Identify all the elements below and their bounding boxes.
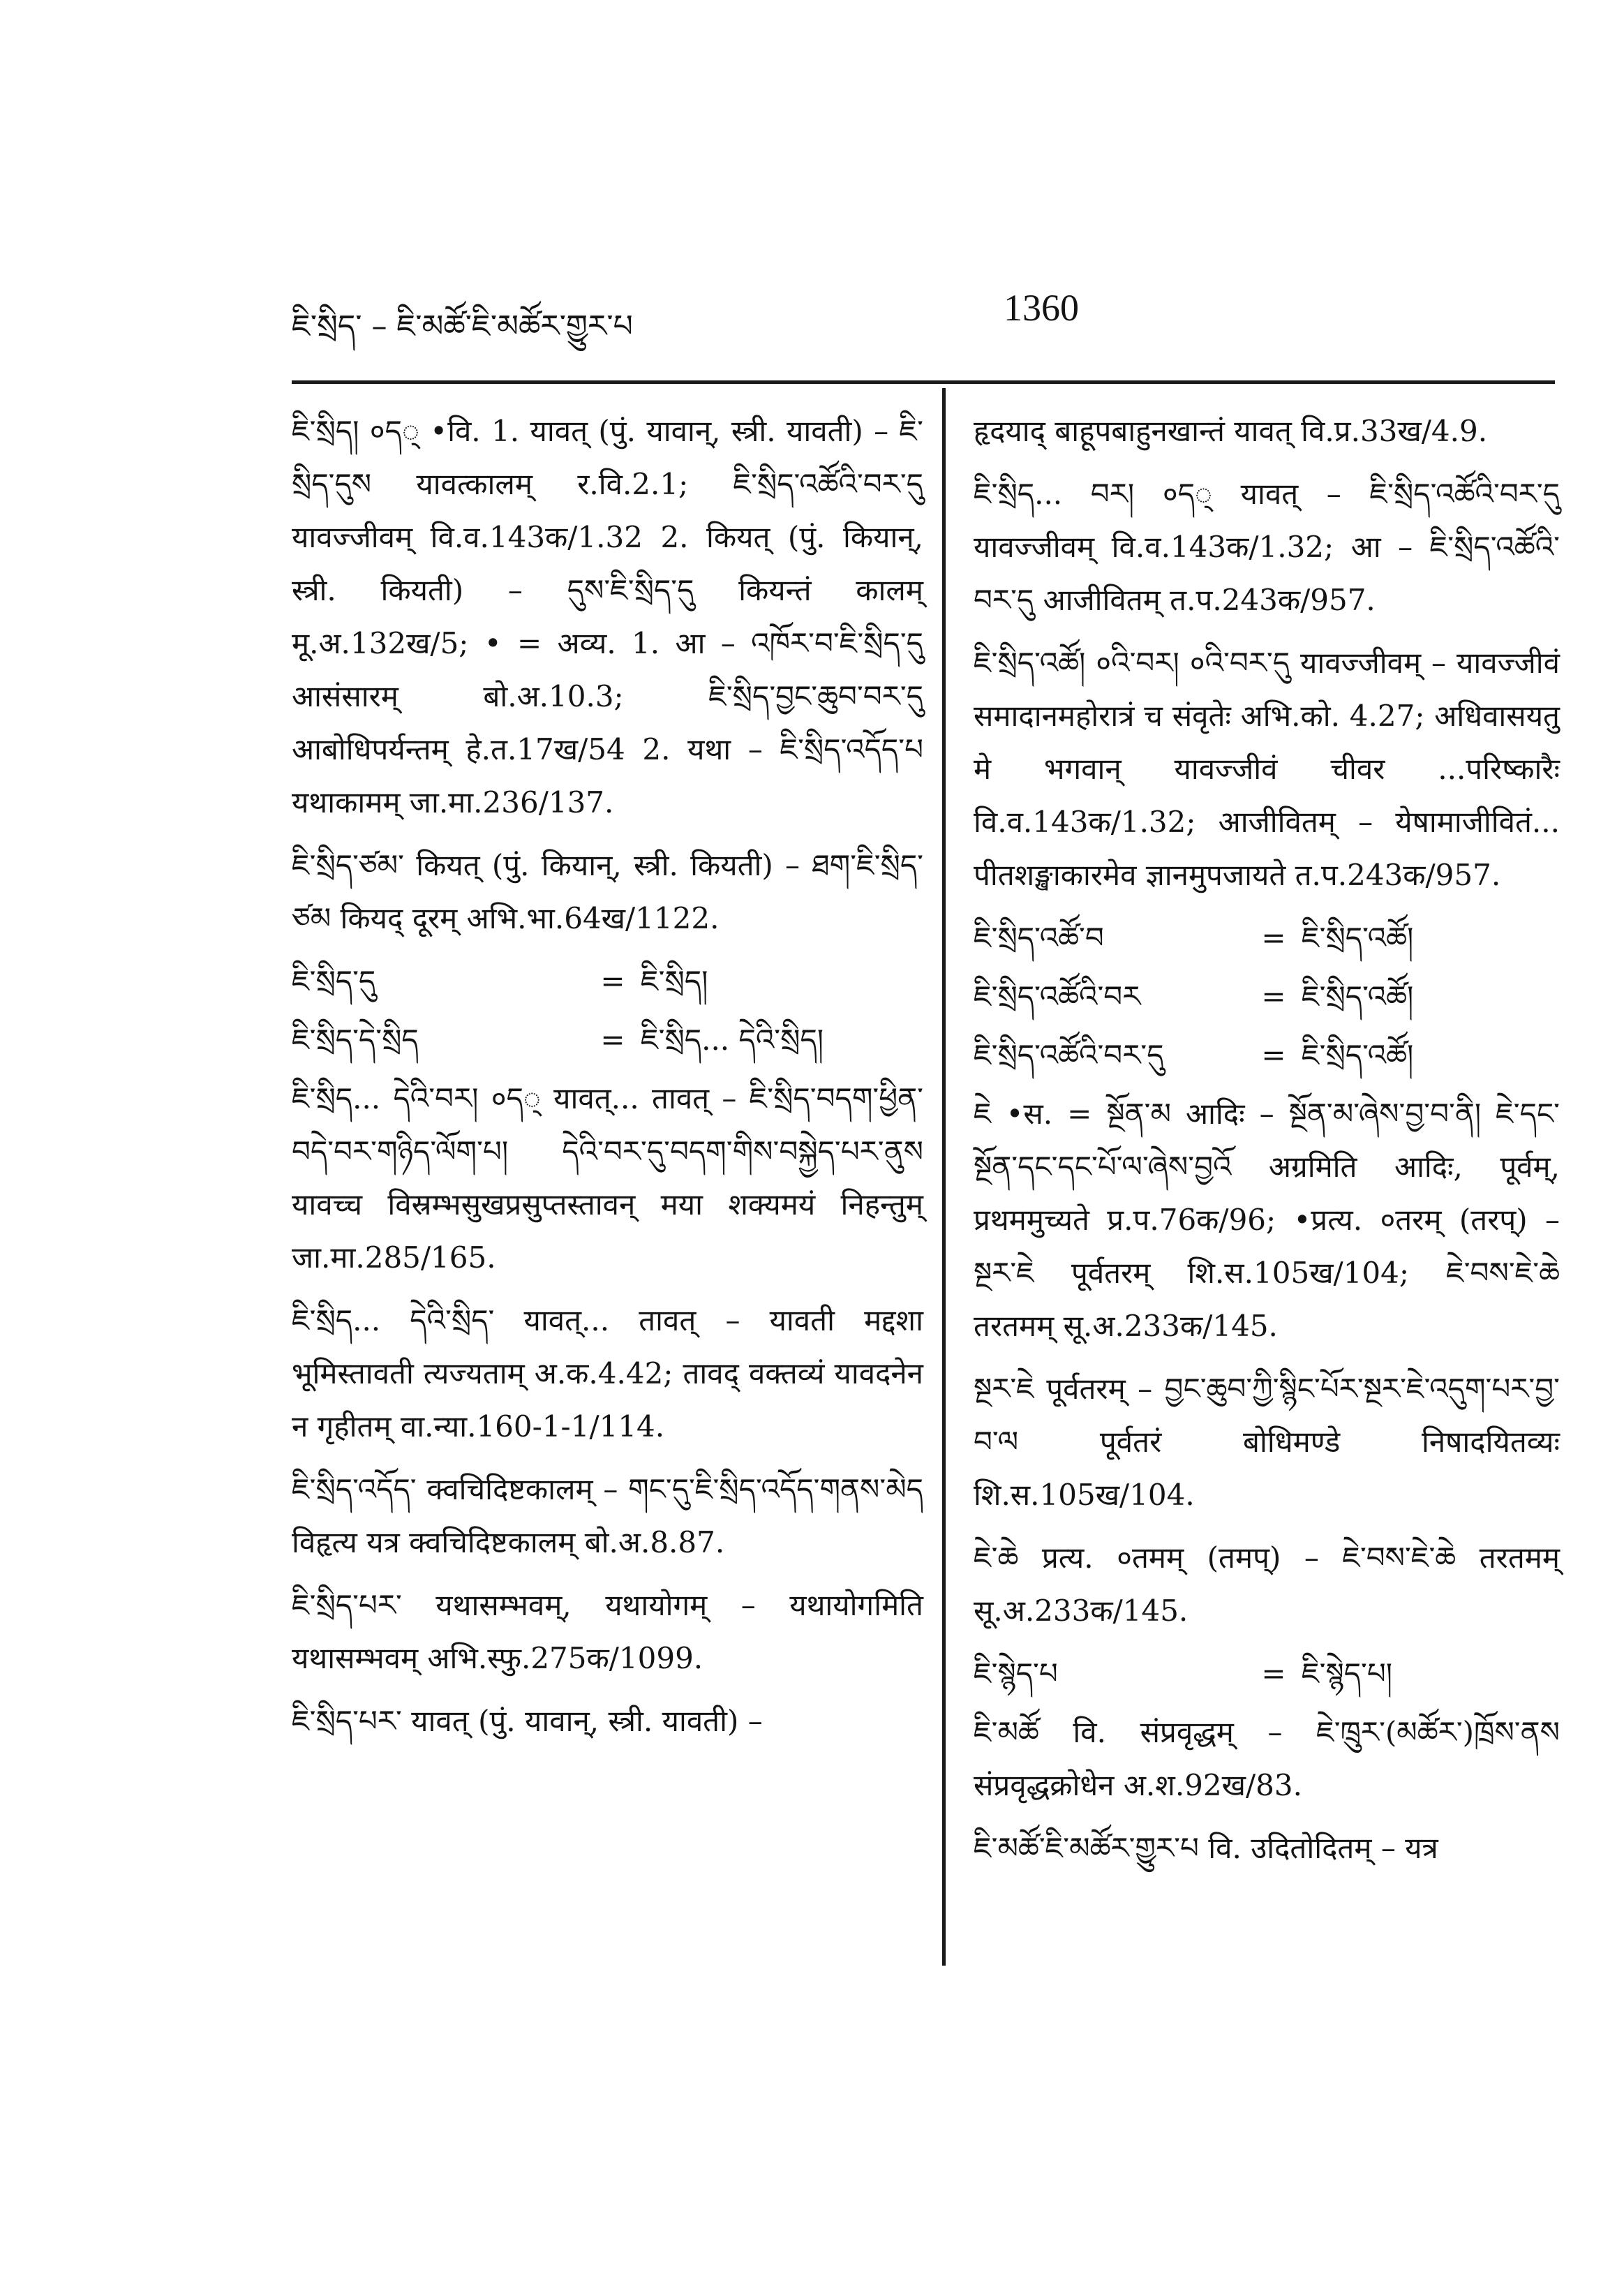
crossref-row (974, 1029, 1560, 1082)
equals-sign: = (600, 964, 625, 998)
entry-ji-mtsho-gyur-pa: ཇི་མཚོ་ཇི་མཚོར་གྱུར་པ वि. उदितोदितम् – यत्र (974, 1831, 1438, 1865)
entry-ji-srid-dei-srid: ཇི་སྲིད... དེའི་སྲིད་ यावत्... तावत् – यावती मद्दशा भूमिस्तावती त्यज्यताम् अ.क.4.42; तावद् वक्तव्यं यावदनेन न गृहीतम् वा.न्या.160-1-1/114. (292, 1303, 923, 1444)
crossref-term: ཇི་སྙེད་པ (974, 1656, 1058, 1691)
crossref-term: ཇི་སྲིད་དེ་སྲིད (292, 1023, 419, 1057)
crossref-target: ཇི་སྲིད... དེའི་སྲིད། (641, 1023, 824, 1057)
page-header (292, 286, 1548, 349)
crossref-term: ཇི་སྲིད་འཚོའི་བར་དུ (974, 1038, 1164, 1072)
left-column (292, 405, 923, 1758)
right-column (974, 405, 1560, 1885)
entry-ji-mtsho: ཇི་མཚོ वि. संप्रवृद्धम् – ཇེ་ཁྲུར་(མཚོར་)ཁྲོས་ནས संप्रवृद्धक्रोधेन अ.श.92ख/83. (974, 1715, 1560, 1802)
column-divider (942, 388, 946, 1966)
entry-ji-srid: ཇི་སྲིད། ०ད् •वि. 1. यावत् (पुं. यावान्, स्त्री. यावती) – ཇི་སྲིད་དུས यावत्कालम् र.वि.2.1; ཇི་སྲིད་འཚོའི་བར་དུ यावज्जीवम् वि.व.143क/1.32 2. कियत् (पुं. कियान्, स्त्री. कियती) – དུས་ཇི་སྲིད་དུ कियन्तं कालम् मू.अ.132ख/5; • = अव्य. 1. आ – འཁོར་བ་ཇི་སྲིད་དུ आसंसारम् बो.अ.10.3; ཇི་སྲིད་བྱང་ཆུབ་བར་དུ आबोधिपर्यन्तम् हे.त.17ख/54 2. यथा – ཇི་སྲིད་འདོད་པ यथाकामम् जा.मा.236/137. (292, 414, 923, 819)
crossref-row (974, 1647, 1560, 1700)
entry-ji-srid-par-2: ཇི་སྲིད་པར་ यावत् (पुं. यावान्, स्त्री. यावती) – (292, 1704, 763, 1738)
equals-sign: = (1261, 1038, 1286, 1072)
crossref-row (974, 970, 1560, 1023)
page-number: 1360 (1004, 287, 1079, 329)
entry-je-che: ཇེ་ཆེ प्रत्य. ०तमम् (तमप्) – ཇེ་བས་ཇེ་ཆེ तरतमम् सू.अ.233क/145. (974, 1541, 1560, 1628)
entry-continuation: हृदयाद् बाहूपबाहुनखान्तं यावत् वि.प्र.33ख/4.9. (974, 414, 1488, 448)
entry-ji-srid-par-1: ཇི་སྲིད་པར་ यथासम्भवम्, यथायोगम् – यथायोगमिति यथासम्भवम् अभि.स्फु.275क/1099. (292, 1588, 923, 1675)
entry-ji-srid-tsho: ཇི་སྲིད་འཚོ། ०འི་བར། ०འི་བར་དུ यावज्जीवम् – यावज्जीवं समादानमहोरात्रं च संवृतेः अभि.को. 4.27; अधिवासयतु मे भगवान् यावज्जीवं चीवर ...परिष्कारैः वि.व.143क/1.32; आजीवितम् – येषामाजीवितं... पीतशङ्खाकारमेव ज्ञानमुपजायते त.प.243क/957. (974, 646, 1560, 892)
entry-ji-srid-dei-bar: ཇི་སྲིད... དེའི་བར། ०ད् यावत्... तावत् – ཇི་སྲིད་བདག་ཕྱིན་བདེ་བར་གཉིད་ལོག་པ། དེའི་བར་དུ་བདག་གིས་བསྐྱེད་པར་ནུས यावच्च विस्रम्भसुखप्रसुप्तस्तावन् मया शक्यमयं निहन्तुम् जा.मा.285/165. (292, 1081, 923, 1275)
entry-je: ཇེ •स. = སྔོན་མ आदिः – སྔོན་མ་ཞེས་བྱ་བ་ནི། ཇེ་དང་སྔོན་དང་དང་པོ་ལ་ཞེས་བྱའོ अग्रमिति आदिः, पूर्वम्, प्रथममुच्यते प्र.प.76क/96; •प्रत्य. ०तरम् (तरप्) – སྔར་ཇེ पूर्वतरम् शि.स.105ख/104; ཇེ་བས་ཇེ་ཆེ तरतमम् सू.अ.233क/145. (974, 1097, 1560, 1343)
equals-sign: = (1261, 921, 1286, 955)
entry-ji-srid-dod: ཇི་སྲིད་འདོད་ क्वचिदिष्टकालम् – གང་དུ་ཇི་སྲིད་འདོད་གནས་མེད विहृत्य यत्र क्वचिदिष्टकालम् बो.अ.8.87. (292, 1472, 923, 1559)
entry-sngar-je: སྔར་ཇེ पूर्वतरम् – བྱང་ཆུབ་ཀྱི་སྙིང་པོར་སྔར་ཇེ་འདུག་པར་བྱ་བ་ལ पूर्वतरं बोधिमण्डे निषादयितव्यः शि.स.105ख/104. (974, 1372, 1560, 1512)
entry-ji-srid-bar: ཇི་སྲིད... བར། ०ད् यावत् – ཇི་སྲིད་འཚོའི་བར་དུ यावज्जीवम् वि.व.143क/1.32; आ – ཇི་སྲིད་འཚོའི་བར་དུ आजीवितम् त.प.243क/957. (974, 477, 1560, 617)
header-rule (292, 380, 1555, 384)
crossref-row (974, 912, 1560, 965)
crossref-target: ཇི་སྲིད་འཚོ། (1302, 979, 1414, 1014)
running-head: ཇི་སྲིད་ – ཇི་མཚོ་ཇི་མཚོར་གྱུར་པ (292, 309, 633, 344)
crossref-target: ཇི་སྲིད། (641, 964, 708, 998)
crossref-target: ཇི་སྙེད་པ། (1302, 1656, 1393, 1691)
crossref-term: ཇི་སྲིད་འཚོ་བ (974, 921, 1104, 955)
crossref-row (292, 1014, 923, 1067)
crossref-row (292, 955, 923, 1008)
equals-sign: = (1261, 979, 1286, 1014)
equals-sign: = (1261, 1656, 1286, 1691)
equals-sign: = (600, 1023, 625, 1057)
crossref-term: ཇི་སྲིད་དུ (292, 964, 376, 998)
crossref-term: ཇི་སྲིད་འཚོའི་བར (974, 979, 1141, 1014)
entry-ji-srid-tsam: ཇི་སྲིད་ཙམ་ कियत् (पुं. कियान्, स्त्री. कियती) – ཐག་ཇི་སྲིད་ཙམ कियद् दूरम् अभि.भा.64ख/1122. (292, 848, 923, 935)
crossref-target: ཇི་སྲིད་འཚོ། (1302, 1038, 1414, 1072)
crossref-target: ཇི་སྲིད་འཚོ། (1302, 921, 1414, 955)
